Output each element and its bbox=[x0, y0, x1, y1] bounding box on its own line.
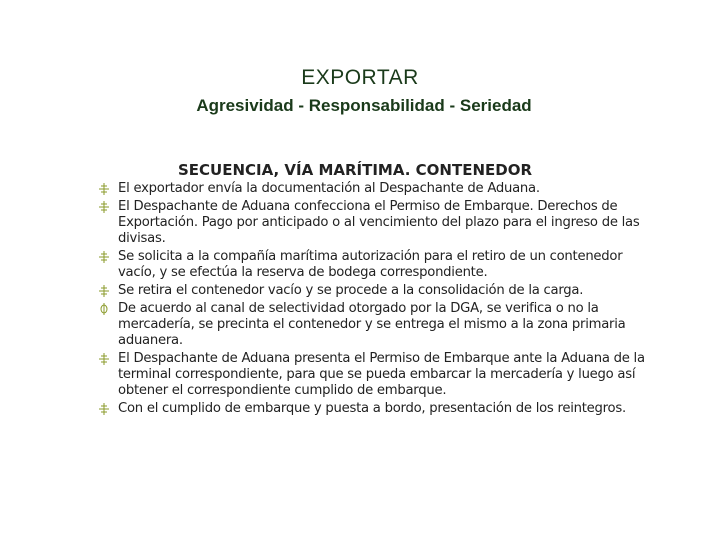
page-title bbox=[0, 66, 720, 90]
page-subtitle: Agresividad - Responsabilidad - Seriedad bbox=[196, 96, 532, 115]
phi-bullet-icon bbox=[98, 303, 110, 315]
list-item-text: El exportador envía la documentación al Despachante de Aduana. bbox=[118, 181, 540, 196]
list-item bbox=[98, 351, 658, 400]
cross-bullet-icon bbox=[98, 285, 110, 297]
list-item-text: El Despachante de Aduana confecciona el Permiso de Embarque. Derechos de Exportación. Pago por anticipado o al vencimiento del plazo para el ingreso de las divisas. bbox=[118, 198, 640, 247]
cross-bullet-icon bbox=[98, 353, 110, 365]
list-item bbox=[98, 401, 658, 417]
list-item-text: De acuerdo al canal de selectividad otorgado por la DGA, se verifica o no la mercadería, se precinta el contenedor y se entrega el mismo a la zona primaria aduanera. bbox=[118, 300, 626, 349]
list-item bbox=[98, 249, 658, 281]
page-title-text: EXPORTAR bbox=[301, 66, 419, 89]
list-item bbox=[98, 199, 658, 248]
list-item-text: El Despachante de Aduana presenta el Permiso de Embarque ante la Aduana de la terminal correspondiente, para que se pueda embarcar la mercadería y luego así obtener el correspondiente cumplido de embarque. bbox=[118, 351, 645, 399]
list-item-text: Se solicita a la compañía marítima autorización para el retiro de un contenedor vacío, y se efectúa la reserva de bodega correspondiente. bbox=[118, 249, 623, 281]
bullet-list bbox=[98, 181, 658, 419]
list-item-text: Con el cumplido de embarque y puesta a bordo, presentación de los reintegros. bbox=[118, 401, 626, 417]
cross-bullet-icon bbox=[98, 403, 110, 415]
list-item bbox=[98, 181, 658, 197]
list-item bbox=[98, 301, 658, 350]
list-item-text: Se retira el contenedor vacío y se procede a la consolidación de la carga. bbox=[118, 283, 584, 298]
list-item bbox=[98, 283, 658, 299]
cross-bullet-icon bbox=[98, 183, 110, 195]
section-heading: SECUENCIA, VÍA MARÍTIMA. CONTENEDOR bbox=[177, 161, 533, 179]
cross-bullet-icon bbox=[98, 251, 110, 263]
cross-bullet-icon bbox=[98, 201, 110, 213]
